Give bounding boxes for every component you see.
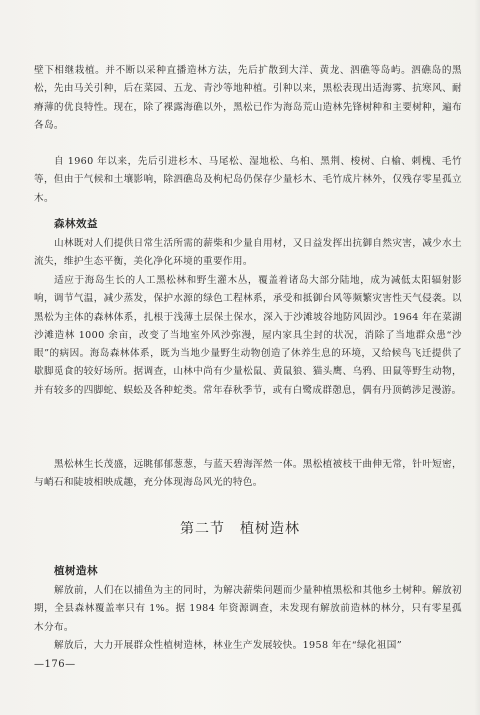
paragraph-forest-system: 适应于海岛生长的人工黑松林和野生灌木丛，覆盖着诸岛大部分陆地，成为减低太阳辐射影响，调节气温，减少蒸发，保护水源的绿色工程林系，承受和抵御台风等频繁灾害性天气侵袭。以黑松为主体的森林体系，扎根于浅薄土层保土保水，深入于沙滩坡谷地防风固沙。1964 年在菜湖沙滩造林 1000 余亩，改变了当地室外风沙弥漫，屋内家具尘封的状况，消除了当地群众患“沙眼”的病因。海岛森林体系，既为当地少量野生动物创造了休养生息的环境，又给候鸟飞迁提供了歇脚觅食的较好场所。据调查，山林中尚有少量松鼠、黄鼠狼、猫头鹰、乌鸦、田鼠等野生动物，并有较多的四脚蛇、蜈蚣及各种蛇类。常年春秋季节，或有白鹭成群憩息，偶有丹顶鹤涉足漫游。 (34, 275, 462, 396)
paragraph-forest-value: 山林既对人们提供日常生活所需的薪柴和少量自用材，又日益发挥出抗御自然灾害，减少水土流失，维护生态平衡，美化净化环境的重要作用。 (34, 238, 462, 268)
section-title: 第二节 植树造林 (180, 521, 300, 537)
heading-tree-planting: 植树造林 (54, 565, 98, 577)
paragraph-scenery: 黑松林生长茂盛，远眺郁郁葱葱，与蓝天碧海浑然一体。黑松植被枝干曲伸无常，针叶短密，与峭石和陡坡相映成趣，充分体现海岛风光的特色。 (34, 459, 462, 489)
paragraph-before-liberation: 解放前，人们在以捕鱼为主的同时，为解决薪柴问题而少量种植黑松和其他乡土树种。解放初期，全县森林覆盖率只有 1%。据 1984 年资源调查，未发现有解放前造林的林分，只有零星孤木分布。 (34, 585, 462, 633)
paragraph-continuation: 壁下相继栽植。并不断以采种直播造林方法，先后扩散到大洋、黄龙、泗礁等岛屿。泗礁岛的黑松，先由马关引种，后在菜园、五龙、青沙等地种植。引种以来，黑松表现出适海雾、抗寒风、耐瘠薄的优良特性。现在，除了裸露海礁以外，黑松已作为海岛荒山造林先锋树种和主要树种，遍布各岛。 (34, 65, 462, 131)
page-edge-shadow (474, 0, 480, 715)
page-number: —176— (34, 659, 76, 670)
paragraph-after-liberation: 解放后，大力开展群众性植树造林，林业生产发展较快。1958 年在“绿化祖国” (54, 640, 402, 651)
paragraph-introduced-species: 自 1960 年以来，先后引进杉木、马尾松、湿地松、乌桕、黑荆、梭树、白榆、刺槐、毛竹等，但由于气候和土壤影响，除泗礁岛及枸杞岛仍保存少量杉木、毛竹成片林外，仅残存零星孤立木。 (34, 156, 462, 204)
heading-forest-benefits: 森林效益 (54, 218, 98, 230)
